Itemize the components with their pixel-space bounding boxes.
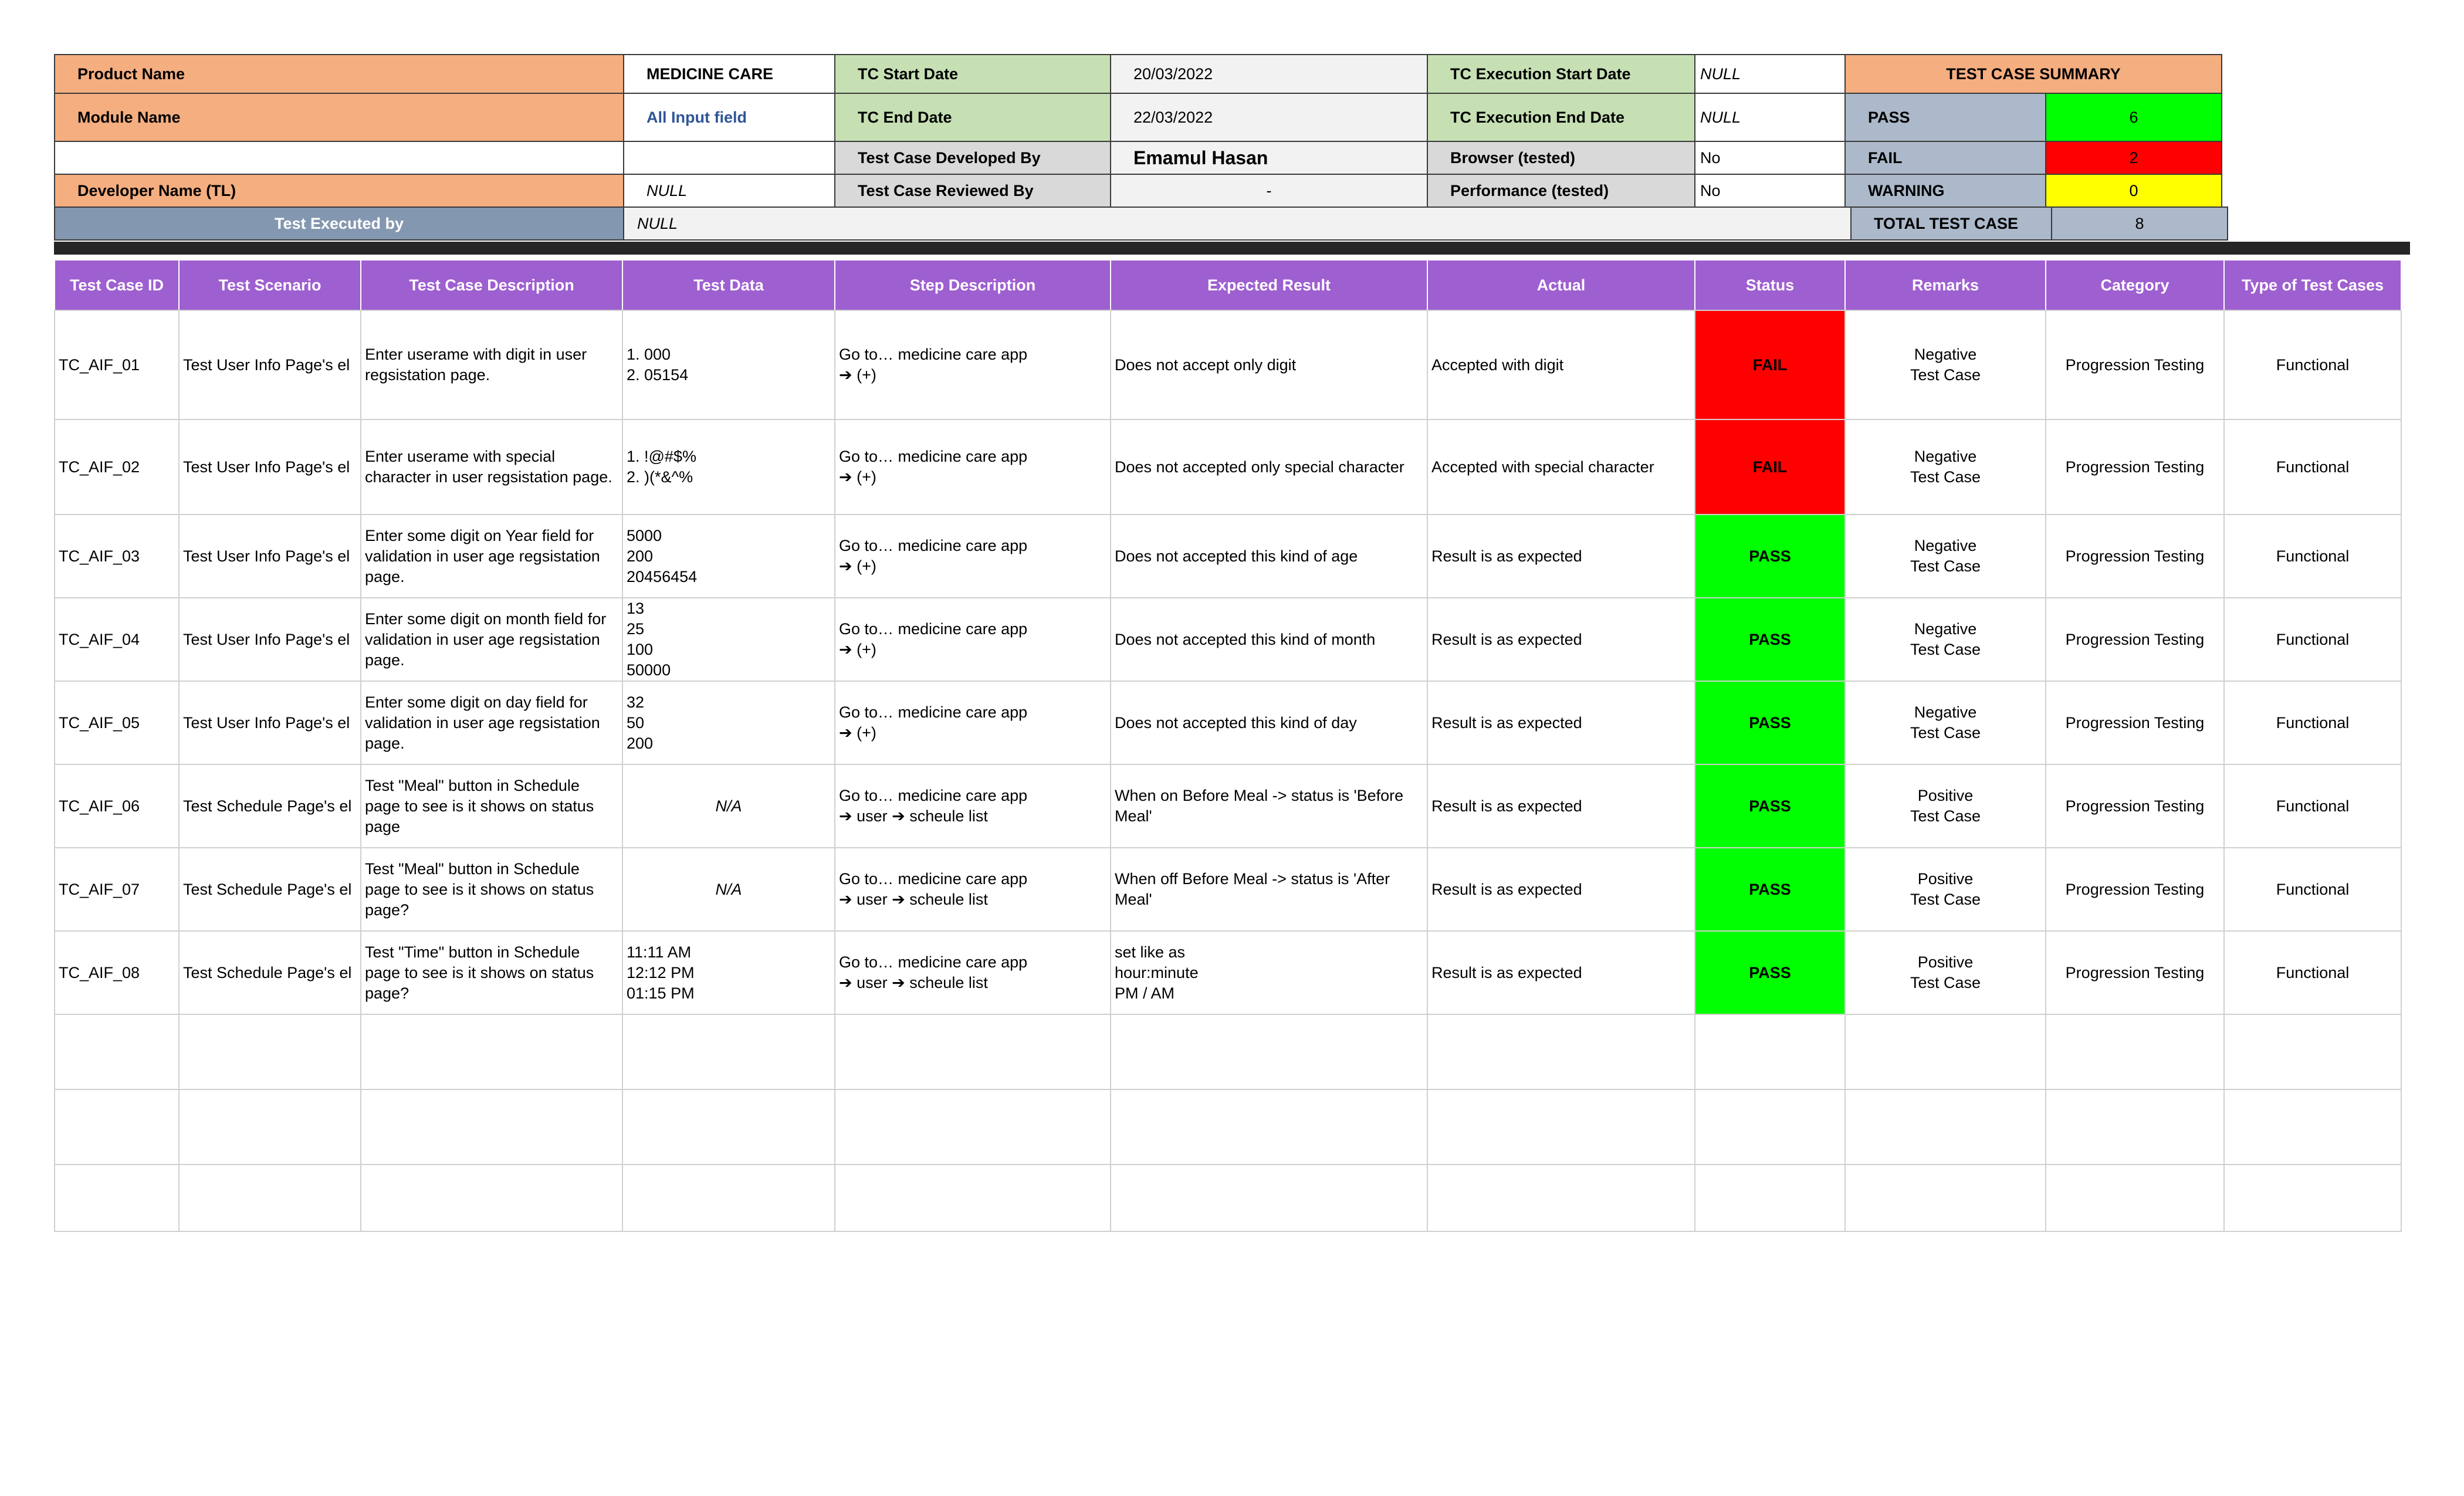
empty-cell[interactable] [622,1014,835,1090]
empty-cell[interactable] [2223,1014,2402,1090]
empty-cell[interactable] [1844,1164,2046,1232]
empty-cell[interactable] [54,1164,180,1232]
step-description[interactable]: Go to… medicine care app ➔ (+) [834,514,1111,598]
tc-exec-end-label: TC Execution End Date [1427,93,1695,142]
expected-result[interactable]: Does not accepted this kind of age [1110,514,1428,598]
test-scenario[interactable]: Test User Info Page's el [178,681,361,765]
test-case-id[interactable]: TC_AIF_05 [54,681,180,765]
empty-cell[interactable] [2045,1014,2225,1090]
actual-result[interactable]: Result is as expected [1427,930,1695,1015]
empty-table-row[interactable] [54,1015,2401,1090]
header-divider [54,242,2410,255]
empty-cell[interactable] [1110,1164,1428,1232]
step-description[interactable]: Go to… medicine care app ➔ (+) [834,681,1111,765]
empty-cell[interactable] [360,1164,623,1232]
test-data[interactable]: N/A [622,847,835,932]
empty-cell[interactable] [834,1164,1111,1232]
test-type[interactable]: Functional [2223,419,2402,515]
empty-cell[interactable] [1694,1089,1846,1165]
step-description[interactable]: Go to… medicine care app ➔ (+) [834,419,1111,515]
actual-result[interactable]: Accepted with special character [1427,419,1695,515]
test-scenario[interactable]: Test Schedule Page's el [178,764,361,848]
status-cell[interactable]: PASS [1694,930,1846,1015]
test-case-id[interactable]: TC_AIF_03 [54,514,180,598]
status-cell[interactable]: PASS [1694,764,1846,848]
remarks[interactable]: Positive Test Case [1844,764,2046,848]
column-header[interactable]: Test Scenario [178,259,361,311]
test-type[interactable]: Functional [2223,764,2402,848]
test-case-description[interactable]: Enter some digit on month field for validation in user age regsistation page. [360,597,623,682]
column-header[interactable]: Type of Test Cases [2223,259,2402,311]
empty-cell[interactable] [360,1089,623,1165]
test-type[interactable]: Functional [2223,930,2402,1015]
empty-table-row[interactable] [54,1165,2401,1232]
category[interactable]: Progression Testing [2045,681,2225,765]
test-case-id[interactable]: TC_AIF_01 [54,310,180,420]
reviewed-by-label: Test Case Reviewed By [834,174,1111,208]
remarks[interactable]: Negative Test Case [1844,514,2046,598]
column-header[interactable]: Actual [1427,259,1695,311]
developer-name-label: Developer Name (TL) [54,174,624,208]
browser-tested-value[interactable]: No [1694,141,1846,175]
remarks[interactable]: Negative Test Case [1844,310,2046,420]
test-type[interactable]: Functional [2223,514,2402,598]
step-description[interactable]: Go to… medicine care app ➔ user ➔ scheule list [834,930,1111,1015]
status-cell[interactable]: FAIL [1694,419,1846,515]
category[interactable]: Progression Testing [2045,310,2225,420]
empty-cell[interactable] [1110,1089,1428,1165]
empty-cell[interactable] [2045,1089,2225,1165]
test-scenario[interactable]: Test Schedule Page's el [178,930,361,1015]
column-header[interactable]: Test Case ID [54,259,180,311]
step-description[interactable]: Go to… medicine care app ➔ user ➔ scheule list [834,847,1111,932]
empty-table-row[interactable] [54,1090,2401,1165]
table-row[interactable] [54,515,2401,598]
executed-by-label: Test Executed by [54,207,624,241]
test-data[interactable]: N/A [622,764,835,848]
category[interactable]: Progression Testing [2045,930,2225,1015]
performance-tested-label: Performance (tested) [1427,174,1695,208]
category[interactable]: Progression Testing [2045,764,2225,848]
empty-cell[interactable] [178,1014,361,1090]
summary-fail-value: 2 [2045,141,2222,175]
column-header[interactable]: Category [2045,259,2225,311]
actual-result[interactable]: Result is as expected [1427,764,1695,848]
empty-cell[interactable] [2223,1089,2402,1165]
expected-result[interactable]: Does not accepted this kind of day [1110,681,1428,765]
summary-warning-label: WARNING [1844,174,2046,208]
tc-end-date-label: TC End Date [834,93,1111,142]
empty-cell[interactable] [1694,1164,1846,1232]
status-cell[interactable]: PASS [1694,514,1846,598]
table-row[interactable] [54,598,2401,682]
remarks[interactable]: Negative Test Case [1844,419,2046,515]
empty-cell[interactable] [834,1089,1111,1165]
test-case-description[interactable]: Enter some digit on Year field for validation in user age regsistation page. [360,514,623,598]
status-cell[interactable]: PASS [1694,597,1846,682]
test-type[interactable]: Functional [2223,310,2402,420]
status-cell[interactable]: FAIL [1694,310,1846,420]
test-case-summary-title: TEST CASE SUMMARY [1844,54,2222,94]
tc-exec-start-value[interactable]: NULL [1694,54,1846,94]
empty-cell[interactable] [1694,1014,1846,1090]
table-row[interactable] [54,311,2401,420]
table-header-row [54,259,2401,311]
test-scenario[interactable]: Test User Info Page's el [178,597,361,682]
test-case-description[interactable]: Test "Meal" button in Schedule page to see is it shows on status page? [360,847,623,932]
summary-fail-label: FAIL [1844,141,2046,175]
test-case-description[interactable]: Enter userame with digit in user regsistation page. [360,310,623,420]
executed-by-value[interactable]: NULL [623,207,1852,241]
developer-name-value[interactable]: NULL [623,174,835,208]
empty-cell[interactable] [2223,1164,2402,1232]
test-data[interactable]: 1. !@#$% 2. )(*&^% [622,419,835,515]
test-case-id[interactable]: TC_AIF_04 [54,597,180,682]
test-data[interactable]: 1. 000 2. 05154 [622,310,835,420]
reviewed-by-value[interactable]: - [1110,174,1428,208]
product-name-value[interactable]: MEDICINE CARE [623,54,835,94]
test-type[interactable]: Functional [2223,597,2402,682]
tc-exec-start-label: TC Execution Start Date [1427,54,1695,94]
test-type[interactable]: Functional [2223,847,2402,932]
blank-cell [623,141,835,175]
remarks[interactable]: Positive Test Case [1844,847,2046,932]
test-case-table [54,259,2401,1232]
test-case-description[interactable]: Enter userame with special character in user regsistation page. [360,419,623,515]
empty-cell[interactable] [178,1089,361,1165]
tc-exec-end-value[interactable]: NULL [1694,93,1846,142]
product-name-label: Product Name [54,54,624,94]
test-scenario[interactable]: Test User Info Page's el [178,514,361,598]
actual-result[interactable]: Result is as expected [1427,681,1695,765]
empty-cell[interactable] [2045,1164,2225,1232]
column-header[interactable]: Test Data [622,259,835,311]
empty-cell[interactable] [54,1014,180,1090]
step-description[interactable]: Go to… medicine care app ➔ user ➔ scheule list [834,764,1111,848]
test-data[interactable]: 32 50 200 [622,681,835,765]
actual-result[interactable]: Result is as expected [1427,597,1695,682]
summary-pass-value: 6 [2045,93,2222,142]
developed-by-value[interactable]: Emamul Hasan [1110,141,1428,175]
test-scenario[interactable]: Test User Info Page's el [178,310,361,420]
empty-cell[interactable] [834,1014,1111,1090]
table-row[interactable] [54,682,2401,765]
table-row[interactable] [54,420,2401,515]
empty-cell[interactable] [1110,1014,1428,1090]
summary-pass-label: PASS [1844,93,2046,142]
expected-result[interactable]: When on Before Meal -> status is 'Before Meal' [1110,764,1428,848]
actual-result[interactable]: Result is as expected [1427,514,1695,598]
empty-cell[interactable] [1427,1164,1695,1232]
test-scenario[interactable]: Test User Info Page's el [178,419,361,515]
category[interactable]: Progression Testing [2045,597,2225,682]
remarks[interactable]: Negative Test Case [1844,597,2046,682]
column-header[interactable]: Status [1694,259,1846,311]
empty-cell[interactable] [622,1089,835,1165]
table-body [54,311,2401,1232]
expected-result[interactable]: Does not accept only digit [1110,310,1428,420]
column-header[interactable]: Expected Result [1110,259,1428,311]
test-case-id[interactable]: TC_AIF_08 [54,930,180,1015]
step-description[interactable]: Go to… medicine care app ➔ (+) [834,597,1111,682]
table-row[interactable] [54,765,2401,848]
expected-result[interactable]: set like as hour:minute PM / AM [1110,930,1428,1015]
column-header[interactable]: Test Case Description [360,259,623,311]
developed-by-label: Test Case Developed By [834,141,1111,175]
test-scenario[interactable]: Test Schedule Page's el [178,847,361,932]
status-cell[interactable]: PASS [1694,681,1846,765]
tc-start-date-value[interactable]: 20/03/2022 [1110,54,1428,94]
empty-cell[interactable] [1427,1089,1695,1165]
step-description[interactable]: Go to… medicine care app ➔ (+) [834,310,1111,420]
empty-cell[interactable] [1844,1014,2046,1090]
module-name-value[interactable]: All Input field [623,93,835,142]
empty-cell[interactable] [622,1164,835,1232]
tc-end-date-value[interactable]: 22/03/2022 [1110,93,1428,142]
test-case-description[interactable]: Test "Meal" button in Schedule page to see is it shows on status page [360,764,623,848]
summary-total-value: 8 [2051,207,2228,241]
test-case-id[interactable]: TC_AIF_06 [54,764,180,848]
table-row[interactable] [54,932,2401,1015]
expected-result[interactable]: Does not accepted only special character [1110,419,1428,515]
performance-tested-value[interactable]: No [1694,174,1846,208]
test-case-id[interactable]: TC_AIF_07 [54,847,180,932]
actual-result[interactable]: Result is as expected [1427,847,1695,932]
expected-result[interactable]: When off Before Meal -> status is 'After Meal' [1110,847,1428,932]
column-header[interactable]: Remarks [1844,259,2046,311]
test-case-header [54,54,2410,239]
status-cell[interactable]: PASS [1694,847,1846,932]
category[interactable]: Progression Testing [2045,514,2225,598]
test-case-description[interactable]: Test "Time" button in Schedule page to see is it shows on status page? [360,930,623,1015]
summary-warning-value: 0 [2045,174,2222,208]
test-type[interactable]: Functional [2223,681,2402,765]
module-name-label: Module Name [54,93,624,142]
remarks[interactable]: Positive Test Case [1844,930,2046,1015]
remarks[interactable]: Negative Test Case [1844,681,2046,765]
category[interactable]: Progression Testing [2045,847,2225,932]
tc-start-date-label: TC Start Date [834,54,1111,94]
table-row[interactable] [54,848,2401,932]
empty-cell[interactable] [1844,1089,2046,1165]
empty-cell[interactable] [360,1014,623,1090]
column-header[interactable]: Step Description [834,259,1111,311]
expected-result[interactable]: Does not accepted this kind of month [1110,597,1428,682]
summary-total-label: TOTAL TEST CASE [1850,207,2052,241]
test-case-description[interactable]: Enter some digit on day field for validation in user age regsistation page. [360,681,623,765]
test-data[interactable]: 13 25 100 50000 [622,597,835,682]
category[interactable]: Progression Testing [2045,419,2225,515]
browser-tested-label: Browser (tested) [1427,141,1695,175]
test-data[interactable]: 5000 200 20456454 [622,514,835,598]
test-case-id[interactable]: TC_AIF_02 [54,419,180,515]
empty-cell[interactable] [1427,1014,1695,1090]
empty-cell[interactable] [54,1089,180,1165]
blank-cell [54,141,624,175]
empty-cell[interactable] [178,1164,361,1232]
actual-result[interactable]: Accepted with digit [1427,310,1695,420]
test-data[interactable]: 11:11 AM 12:12 PM 01:15 PM [622,930,835,1015]
